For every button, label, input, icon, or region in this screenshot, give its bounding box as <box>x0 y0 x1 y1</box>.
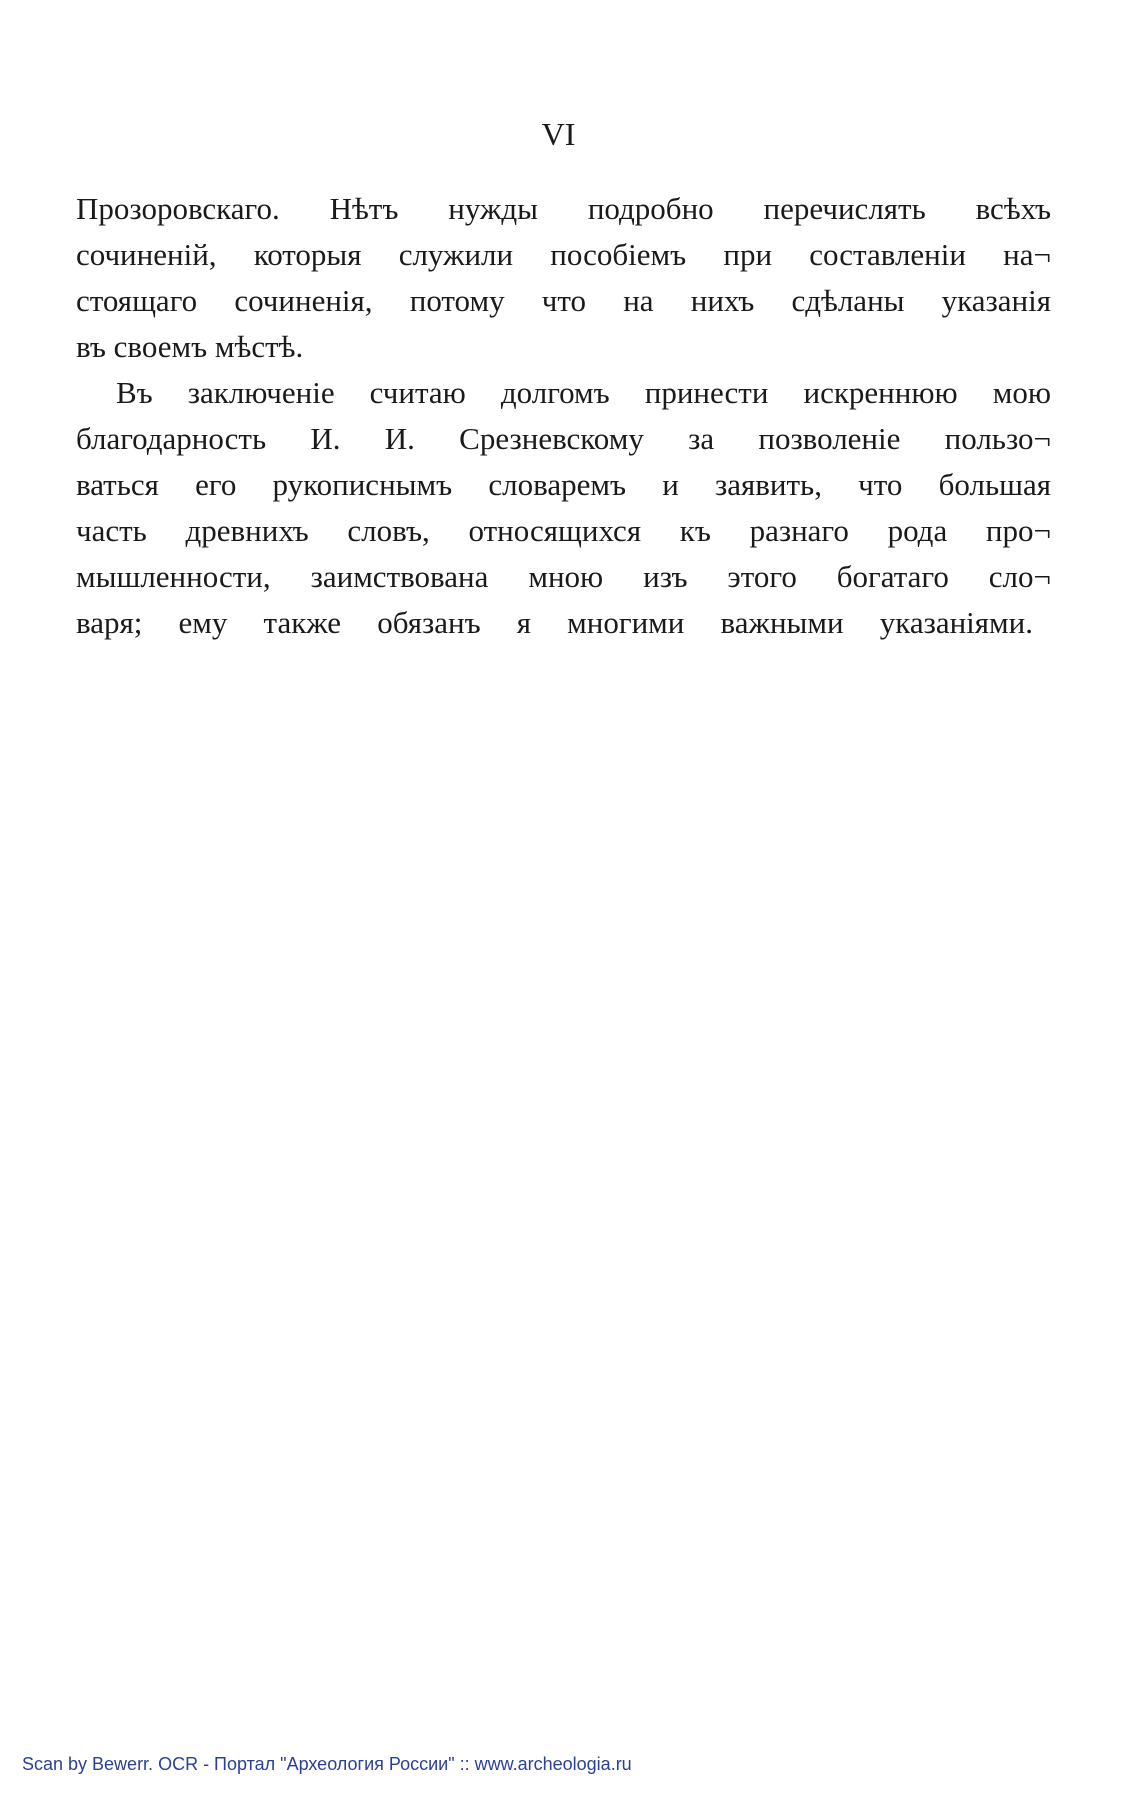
scan-credit-footer: Scan by Bewerr. OCR - Портал "Археология России" :: www.archeologia.ru <box>22 1754 632 1774</box>
text-line: благодарность И. И. Срезневскому за позволеніе пользо¬ <box>76 421 1051 456</box>
paragraph-1 <box>76 186 1051 370</box>
text-line: сочиненій, которыя служили пособіемъ при составленіи на¬ <box>76 237 1051 272</box>
text-line: варя; ему также обязанъ я многими важными указаніями. <box>76 605 1033 640</box>
text-line: Прозоровскаго. Нѣтъ нужды подробно перечислять всѣхъ <box>76 191 1051 226</box>
text-line: Въ заключеніе считаю долгомъ принести искреннюю мою <box>116 375 1051 410</box>
text-line: часть древнихъ словъ, относящихся къ разнаго рода про¬ <box>76 513 1051 548</box>
page-number: VI <box>541 116 576 152</box>
text-line: стоящаго сочиненія, потому что на нихъ сдѣланы указанія <box>76 283 1051 318</box>
text-line: ваться его рукописнымъ словаремъ и заявить, что большая <box>76 467 1051 502</box>
text-line: въ своемъ мѣстѣ. <box>76 329 304 364</box>
paragraph-2 <box>76 370 1051 646</box>
text-line: мышленности, заимствована мною изъ этого богатаго сло¬ <box>76 559 1051 594</box>
